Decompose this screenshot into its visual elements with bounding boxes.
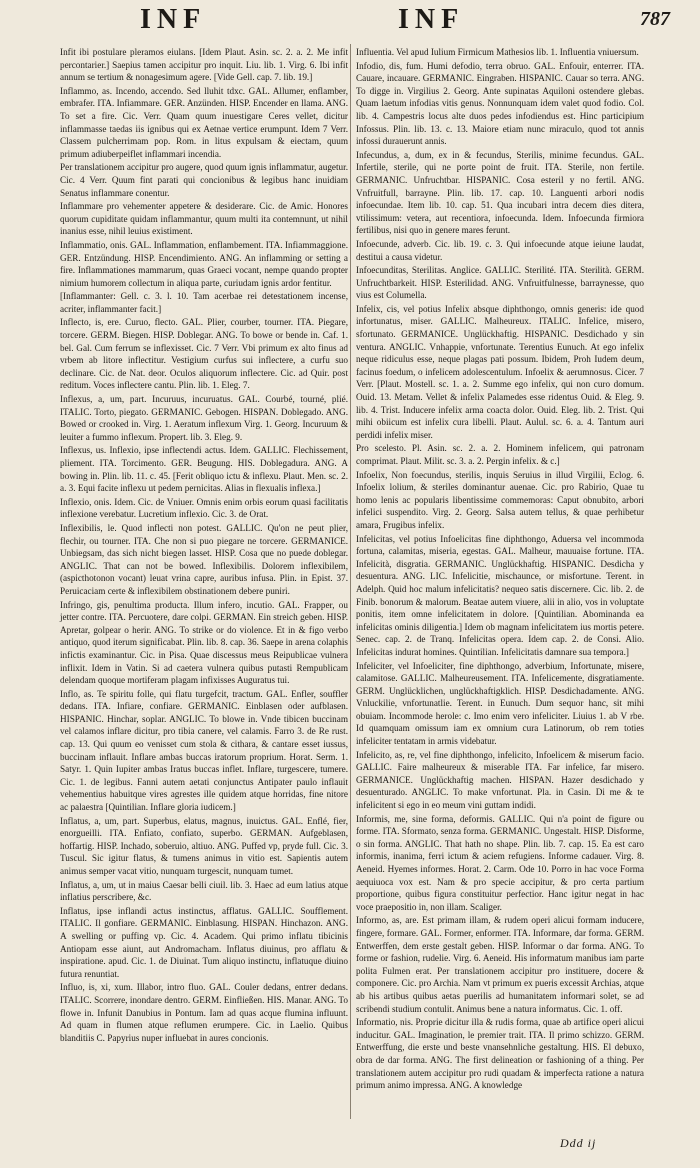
entry: Infecundus, a, dum, ex in & fecundus, Sterilis, minime fecundus. GAL. Infertile, sterile, qui ne porte point de fruit. ITA. Sterile, non fertile. GERMANIC. Unfruchtbar. HISPANIC. Cosa esteril y no fertil. ANG. Vnfruitfull, barrayne. Plin. lib. 17. cap. 10. Languenti arbori nodis infoecundae. Item lib. 10. cap. 51. Qua incubari intra decem dies ditera, vtilissimum: vetera, aut recentiora, infoecunda. Idem. Infoecunda firmiora fertilibus, nisi quo in genere mares ferunt.	[356, 149, 644, 236]
entry: Infelicitas, vel potius Infoelicitas fine diphthongo, Aduersa vel incommoda fortuna, calamitas, miseria, egestas. GAL. Malheur, mauuaise fortune. ITA. Infelicità, disgratia. GERMANIC. Unglückhaftig. HISPANIC. Desdicha y desuentura. ANG. LIC. Infelicitie, mischaunce, or misfortune. Terent. in Adelph. Quid hoc malum infelicitatis? nequeo satis discernere. Cic. lib. 2. de Finib. bonorum & malorum. Beatae autem viuere, alii in alio, vos in voluptate ponitis, item omne infelicitatem in dolore. [Quintilian. Abominanda ea infelicitas ominis diligentia.] Idem ob magnam infelicitatem ius mortis petere. Senec. cap. 2. de Tranq. Infelicitas opera. Idem cap. 2. de Consi. Alio. Infelicitas indurat homines. Quintilian. Infelicitatis damnare sua tempora.]	[356, 533, 644, 657]
entry: Inflammare pro vehementer appetere & desiderare. Cic. de Amic. Honores quorum cupiditate quidam inflammantur, quum multi ita contemnunt, ut nihil inanius esse, nihil leuius existiment.	[60, 201, 348, 237]
entry: Inflexio, onis. Idem. Cic. de Vniuer. Omnis enim orbis eorum quasi facilitatis inflexione verebatur. Lucretium inflexio. Cic. 3. de Orat.	[60, 496, 348, 520]
entry: Infoelix, Non foecundus, sterilis, inquis Seruius in illud Virgilii, Eclog. 6. Infoelix lolium, & steriles dominantur auenae. Cic. pro Rabirio, Quae tu homo lenis ac popularis libentissime commemoras: Caput obnubito, arbori infelici suspendito. Virg. 2. Georg. Salsa autem tellus, & quae perhibetur amara, Frugibus infelix.	[356, 469, 644, 530]
entry: Inflo, as. Te spiritu folle, qui flatu turgefcit, tractum. GAL. Enfler, souffler dedans. ITA. Infiare, confiare. GERMANIC. Einblasen oder aufblasen. HISPANIC. Hinchar, soplar. ANGLIC. To blowe in. Vnde tibicen buccinam vel calamos inflare dicitur, pro tibia canere, vel calamis. Farro 3. de Re rust. cap. 13. Qui quum eo venisset cum stola & cithara, & cantare esset iussus, buccinam inflauit. Inflare ambas buccas iratorum proprium. Horat. Serm. 1. Satyr. 1. Quin Iupiter ambas Iratus buccas inflet. Inflare, turgescere, tumere. Cic. 1. de legibus. Fanni autem aetati conjunctus Antipater paulo inflauit vehementius habuitque vires agrestes ille quidem atque horridas, fine nitore ac palaestra [Quintilian. Inflare gloria iudicem.]	[60, 688, 348, 813]
entry: Infringo, gis, penultima producta. Illum infero, incutio. GAL. Frapper, ou jetter contre. ITA. Percuotere, dare colpi. GERMAN. Ein streich geben. HISP. Apretar, golpear o herir. ANG. To strike or do violence. Et in & figo verbo antiquo, quod iterum significabat. Plin. lib. 8. cap. 36. Saepe in arena colaphis infictis examinantur. Cic. in Pisa. Quae discessus meus Reipublicae vulnera inflixit. Idem in Vatin. Si ad caetera vulnera quibus putasti Rempublicam delendam quoque mortiferam plagam infixisses Auguratus tui.	[60, 599, 348, 686]
entry: Pro scelesto. Pl. Asin. sc. 2. a. 2. Hominem infelicem, qui patronam comprimat. Plaut. Milit. sc. 3. a. 2. Pergin infelix. & c.]	[356, 443, 644, 466]
entry: Inflatus, a, um, ut in maius Caesar belli ciuil. lib. 3. Haec ad eum latius atque inflatius perscribere, &c.	[60, 879, 348, 903]
entry: Inflecto, is, ere. Curuo, flecto. GAL. Plier, courber, tourner. ITA. Piegare, torcere. GERM. Biegen. HISP. Doblegar. ANG. To bowe or bende in. Caf. 1. bel. Gal. Cum ferrum se inflexisset. Cic. 7 Verr. Vbi primum ex alto finus ad vrbem ab litore inflectitur. Vestigium curfus sui inflectere, a curfu suo declinare. Cic. de Nat. deor. Oculos aliquorum inflectere. Cic. ad Quir. post reditum. Voces inflectere cantu. Plin. lib. 1. Eleg. 7.	[60, 317, 348, 391]
entry: Infoecunde, adverb. Cic. lib. 19. c. 3. Qui infoecunde atque ieiune laudat, destitui a causa videtur.	[356, 238, 644, 262]
signature-mark: Ddd ij	[560, 1136, 597, 1150]
entry: Inflexus, us. Inflexio, ipse inflectendi actus. Idem. GALLIC. Flechissement, pliement. ITA. Torcimento. GER. Beugung. HIS. Doblegadura. ANG. A bowing in. Plin. lib. 11. c. 45. [Ferit obliquo ictu & inflexu. Plaut. Men. sc. 2. a. 3. Equi facite inflexu ut pedem pernicitas. Alias in flexualis inflexa.]	[60, 445, 348, 494]
entry: Infelicito, as, re, vel fine diphthongo, infelicito, Infoelicem & miserum facio. GALLIC. Faire malheureux & miserable ITA. Far infelice, far misero. GERMANICE. Unglückhaftig machen. HISPAN. Hazer desdichado y desuenturado. ANGLIC. To make vnfortunat. Pla. in Casin. Di me & te infelicitent si ego in eo meum vini guttam indidi.	[356, 749, 644, 811]
running-head-left: INF	[140, 4, 207, 35]
entry: Infoecunditas, Sterilitas. Anglice. GALLIC. Sterilité. ITA. Sterilità. GERM. Unfruchtbarkeit. HISP. Esterilidad. ANG. Vnfruitfulnesse, barraynesse, quo vius est Columella.	[356, 265, 644, 301]
entry: Influo, is, xi, xum. Illabor, intro fluo. GAL. Couler dedans, entrer dedans. ITALIC. Scorrere, inondare dentro. GERM. Einfließen. HIS. Manar. ANG. To flowe in. Infunit Danubius in Pontum. Iam ad quas acque flumina influunt. Ad quam in flumen atque reflumen erumpere. Cic. in Laelio. Quibus blanditiis C. Papyrius nuper influebat in aures concionis.	[60, 982, 348, 1043]
entry: Inflexibilis, le. Quod inflecti non potest. GALLIC. Qu'on ne peut plier, flechir, ou tourner. ITA. Che non si puo piegare ne torcere. GERMANICE. Unbiegsam, das sich nicht biegen lasset. HISP. Cosa que no puede doblegar. ANGLIC. That can not be bowed. Inflexibilis. Dolorem inflexibilem, (aspicthotonon vocant) leuat vrina capre, auribus infusa. Plin. in Epist. 37. Peruicaciam certe & inflexibilem obstinationem debere puniri.	[60, 522, 348, 596]
entry: Inflammatio, onis. GAL. Inflammation, enflambement. ITA. Infiammaggione. GER. Entzündung. HISP. Encendimiento. ANG. An inflamming or setting a fire. Inflammationes mammarum, quas Graeci vocant, nempe quando propter nimium humorem collectum in aliqua parte, curiudam ignis ardor fentitur.	[60, 239, 348, 288]
entry: Infit ibi postulare pleramos eiulans. [Idem Plaut. Asin. sc. 2. a. 2. Me infit percontarier.] Saepius tamen accipitur pro inquit. Liu. lib. 1. Virg. 6. Ibi infit annum se tertium & nonagesimum agere. [Vide Gell. cap. 7. lib. 19.]	[60, 47, 348, 83]
entry: Inflexus, a, um, part. Incuruus, incuruatus. GAL. Courbé, tourné, plié. ITALIC. Torto, piegato. GERMANIC. Gebogen. HISPAN. Doblegado. ANG. Bowed or crooked in. Virg. 1. Aeratum inflexum Virg. 1. Georg. Incuruum & leuiter a fummo inflexum. Propert. lib. 3. Eleg. 9.	[60, 394, 348, 442]
column-divider	[350, 44, 351, 1119]
entry: Infeliciter, vel Infoeliciter, fine diphthongo, adverbium, Infortunate, misere, calamitose. GALLIC. Malheureusement. ITA. Infelicemente, disgratiamente. GERM. Unglücklichen, unglückhaftigklich. HISP. Desdichadamente. ANG. Vnluckilie, vnfortunatlie. Terent. in Eunuch. Dum sequor hanc, sit mihi obuiam. Incommode herole: c. Imo enim vero infeliciter. Liuius 1. ab V rbe. Id quamquam omissum iam ex omnium cura Latinorum, ob rem toties infeliciter tentatam in armis videbatur.	[356, 660, 644, 747]
entry: Informatio, nis. Proprie dicitur illa & rudis forma, quae ab artifice operi alicui inducitur. GAL. Imagination, le premier trait. ITA. Il primo schizzo. GERM. Entwerffung, die erste und beste vnansehnliche gestaltung. HIS. El debuxo, obra de dar forma. ANG. The first delineation or fashioning of a thing. Per translationem autem accipitur pro rudi quadam & imperfecta ratione a natura primum animo impressa. ANG. A knowledge	[356, 1017, 644, 1091]
entry: Infodio, dis, fum. Humi defodio, terra obruo. GAL. Enfouir, enterrer. ITA. Cauare, incauare. GERMANIC. Eingraben. HISPANIC. Cauar so terra. ANG. To digge in. Virgilius 2. Georg. Ante supinatas Aquiloni ostendere glebas. Quam laetum infodias vitis genus. Nonnunquam idem valet quod fodio. Col. lib. 4. Campestris locus alte duos pedes infodiendus est. Hinc participium Infossus. Plin. lib. 13. c. 13. Maiore etiam nunc miraculo, quod tot annis infossi durauerunt annis.	[356, 60, 644, 147]
page-number: 787	[640, 8, 670, 30]
entry: Inflatus, ipse inflandi actus instinctus, afflatus. GALLIC. Soufflement. ITALIC. Il gonfiare. GERMANIC. Einblasung. HISPAN. Hinchazon. ANG. A swelling or puffing vp. Cic. 4. Academ. Qui primo inflatu tibicinis Antiopam esse aiunt, aut Andromacham. Inflatus diuinus, pro afflatu & inspiratione. apud. Cic. 1. de Diuinat. Tum aliquo instinctu, inflatuque diuino futura renuntiat.	[60, 905, 348, 979]
entry: Inflatus, a, um, part. Superbus, elatus, magnus, inuictus. GAL. Enflé, fier, enorgueilli. ITA. Enfiato, confiato, superbo. GERMAN. Aufgeblasen, hoffartig. HISP. Inchado, soberuio, altiuo. ANG. Puffed vp, pryde full. Cic. 3. Tuscul. Sic igitur flatus, & tumens animus in vitio est. Sapientis autem animus semper vacat vitio, nunquam turgescit, nunquam tumet.	[60, 815, 348, 876]
right-column	[356, 46, 644, 1093]
left-column	[60, 46, 348, 1045]
running-head-right: INF	[398, 4, 465, 35]
entry: Per translationem accipitur pro augere, quod quum ignis inflammatur, augetur. Cic. 4 Verr. Quum fint parati qui concionibus & legibus hanc inuidiam Senatus inflammare conentur.	[60, 162, 348, 198]
entry: Influentia. Vel apud Iulium Firmicum Mathesios lib. 1. Influentia vniuersum.	[356, 47, 639, 57]
entry: Inflammo, as. Incendo, accendo. Sed lluhit tdxc. GAL. Allumer, enflamber, embrafer. ITA. Infiammare. GER. Anzünden. HISP. Encender en llama. ANG. To set a fire. Cic. Verr. Quam quum inuestigare Ceres vellet, dicitur inflammasse taedas iis ignibus qui ex Aetnae vertice erumpunt. Idem 7 Verr. Classem pulcherrimam pop. Rom. in litus expulsam & eiectam, quum primum adiuberpeiflet inflammari incendia.	[60, 85, 348, 159]
entry: Informis, me, sine forma, deformis. GALLIC. Qui n'a point de figure ou forme. ITA. Sformato, senza forma. GERMANIC. Ungestalt. HISP. Disforme, o sin forma. ANGLIC. That hath no shape. Plin. lib. 7. cap. 15. Ea est caro informis, inanima, ferri ictum & aciem refugiens. Informe cadauer. Virg. 8. Aeneid. Hyemes informes. Horat. 2. Carm. Ode 10. Porro in hac voce Forma aequiuoca vox est. Nam & pro specie accipitur, & pro certa partium proportione, quibus figura constituitur perfectior. Hanc igitur negat in hac voce praepositio in, non illam. Scaliger.	[356, 813, 644, 912]
entry: [Inflammanter: Gell. c. 3. l. 10. Tam acerbae rei detestationem incense, acriter, inflammanter facit.]	[60, 291, 348, 314]
entry: Infelix, cis, vel potius Infelix absque diphthongo, omnis generis: ide quod infortunatus, miser. GALLIC. Malheureux. ITALIC. Infelice, misero, sfortunato. GERMANICE. Unglückhaftig. HISPANIC. Desdichado y sin ventura. ANGLIC. Vnhappie, vnfortunate. Terentius Eunuch. At ego infelix neque ridiculus esse, neque plagas pati possum. Ibidem, Proh Iudem deum, facinus foedum, o infelicem adolescentulum. Infoelix & aerumnosus. Cicer. 7 Verr. [Plaut. Mostell. sc. 1. a. 2. Summe ego infelix, qui non curo domum. Ouid. 13. Metam. Vellet & infelix Palamedes esse ridentus Ouid. & Eleg. 9. lib. 4. Trist. Inducere infelix arma coacta dolor. Ouid. Eleg. lib. 2. Trist. Qui mihi obiicum est infelix cura libelli. Plaut. Aulul. sc. 6. a. 4. Tantum auri perdidi infelix miser.	[356, 303, 644, 440]
entry: Informo, as, are. Est primam illam, & rudem operi alicui formam inducere, fingere, formare. GAL. Former, enformer. ITA. Informare, dar forma. GERM. Entwerffen, dem erste gestalt geben. HISP. Informar o dar forma. ANG. To forme or fashion, rudelie. Virg. 6. Aeneid. His informatum manibus iam parte polita Fulmen erat. Per translationem accipitur pro instituere, docere & componere. Cic. pro Archia. Nam vt primum ex pueris excessit Archias, atque ab his artibus quibus aetas puerilis ad humanitatem informari solet, se ad scribendi studium contulit. Animus bene a natura informatus. Cic. 1. off.	[356, 915, 644, 1014]
